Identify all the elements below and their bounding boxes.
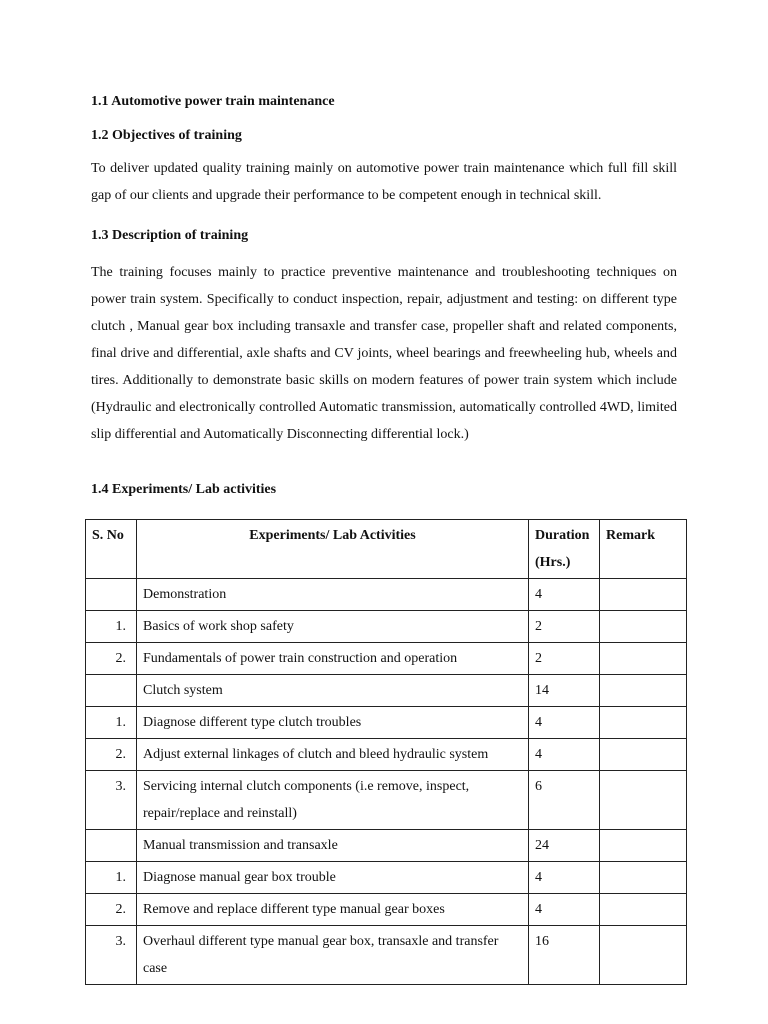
section-heading-1-4: 1.4 Experiments/ Lab activities [91,482,277,497]
cell-remark [600,707,687,739]
header-sno: S. No [86,520,137,579]
cell-duration: 14 [529,675,600,707]
cell-sno: 2. [86,894,137,926]
cell-remark [600,862,687,894]
table-row [86,830,687,862]
table-row [86,675,687,707]
cell-sno: 1. [86,862,137,894]
section-heading-1-2: 1.2 Objectives of training [91,128,242,143]
header-remark: Remark [600,520,687,579]
cell-activity: Demonstration [137,579,529,611]
cell-sno: 3. [86,926,137,985]
cell-remark [600,643,687,675]
cell-sno: 2. [86,739,137,771]
cell-duration: 4 [529,579,600,611]
cell-duration: 24 [529,830,600,862]
cell-activity: Overhaul different type manual gear box, transaxle and transfer case [137,926,529,985]
cell-duration: 6 [529,771,600,830]
cell-sno [86,830,137,862]
cell-activity: Basics of work shop safety [137,611,529,643]
table-row [86,771,687,830]
cell-activity: Servicing internal clutch components (i.e remove, inspect, repair/replace and reinstall) [137,771,529,830]
cell-duration: 16 [529,926,600,985]
cell-remark [600,611,687,643]
cell-activity: Remove and replace different type manual gear boxes [137,894,529,926]
cell-duration: 4 [529,739,600,771]
table-row [86,739,687,771]
section-heading-1-1: 1.1 Automotive power train maintenance [91,94,335,109]
table-row [86,579,687,611]
objectives-paragraph: To deliver updated quality training mainly on automotive power train maintenance which full fill skill gap of our clients and upgrade their performance to be competent enough in technical skill. [91,161,677,203]
description-paragraph: The training focuses mainly to practice preventive maintenance and troubleshooting techniques on power train system. Specifically to conduct inspection, repair, adjustment and testing: on different type clutch , Manual gear box including transaxle and transfer case, propeller shaft and related components, final drive and differential, axle shafts and CV joints, wheel bearings and freewheeling hub, wheels and tires. Additionally to demonstrate basic skills on modern features of power train system which include (Hydraulic and electronically controlled Automatic transmission, automatically controlled 4WD, limited slip differential and Automatically Disconnecting differential lock.) [91,265,677,442]
cell-duration: 4 [529,862,600,894]
header-activity: Experiments/ Lab Activities [137,520,529,579]
cell-remark [600,739,687,771]
cell-sno: 2. [86,643,137,675]
cell-activity: Manual transmission and transaxle [137,830,529,862]
table-row [86,611,687,643]
lab-activities-table [85,519,687,985]
cell-activity: Diagnose different type clutch troubles [137,707,529,739]
cell-remark [600,771,687,830]
cell-activity: Adjust external linkages of clutch and bleed hydraulic system [137,739,529,771]
section-heading-1-3: 1.3 Description of training [91,228,249,243]
table-header-row [86,520,687,579]
cell-activity: Diagnose manual gear box trouble [137,862,529,894]
cell-sno [86,675,137,707]
table-row [86,894,687,926]
cell-duration: 2 [529,643,600,675]
cell-sno: 1. [86,611,137,643]
cell-sno: 3. [86,771,137,830]
cell-activity: Fundamentals of power train construction and operation [137,643,529,675]
cell-remark [600,675,687,707]
cell-remark [600,926,687,985]
cell-duration: 4 [529,894,600,926]
cell-duration: 2 [529,611,600,643]
cell-duration: 4 [529,707,600,739]
cell-remark [600,579,687,611]
table-row [86,643,687,675]
cell-remark [600,894,687,926]
table-row [86,926,687,985]
cell-sno [86,579,137,611]
table-row [86,862,687,894]
cell-activity: Clutch system [137,675,529,707]
cell-remark [600,830,687,862]
table-row [86,707,687,739]
header-duration: Duration (Hrs.) [529,520,600,579]
cell-sno: 1. [86,707,137,739]
